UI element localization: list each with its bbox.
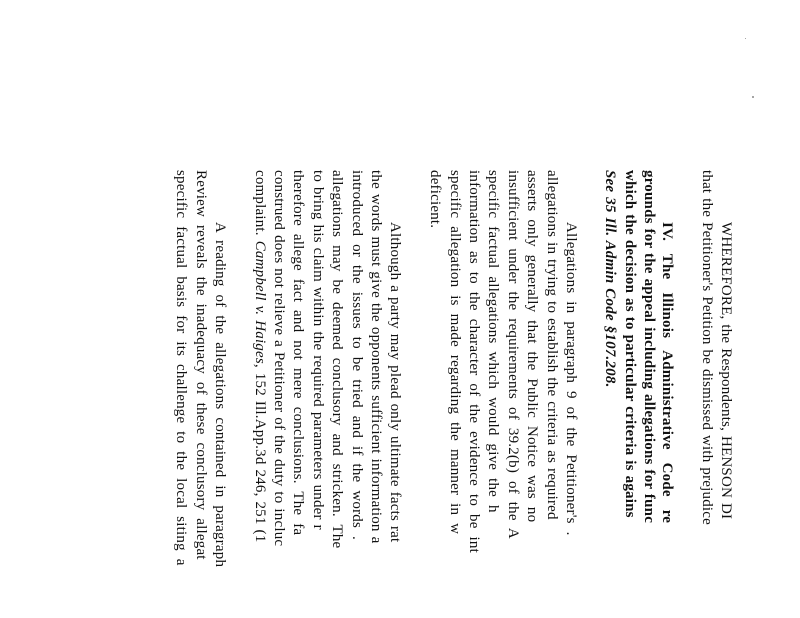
document-line-11: specific factual allegations which would give the h <box>485 170 501 513</box>
document-line-6: See 35 Ill. Admin Code §107.208. <box>602 170 618 388</box>
case-citation: Campbell v. Haiges, <box>252 240 268 368</box>
document-line-20: therefore allege fact and not mere conclusions. The fa <box>290 170 306 536</box>
document-line-24: Review reveals the inadequacy of these conclusory allegat <box>193 170 209 560</box>
document-line-16: the words must give the opponents sufficient information a <box>368 170 384 544</box>
document-line-2: that the Petitioner's Petition be dismissed with prejudice <box>699 170 715 526</box>
document-line-13: specific allegation is made regarding the manner in w <box>447 170 463 535</box>
document-line-8: allegations in trying to establish the criteria as required <box>544 170 560 520</box>
document-line-12: information as to the character of the evidence to be int <box>466 170 482 553</box>
document-line-10: insufficient under the requirements of 39.2(b) of the A <box>505 170 521 539</box>
document-line-17: introduced or the issues to be tried and if the words . <box>349 170 365 540</box>
document-line-3: IV. The Illinois Administrative Code re <box>659 222 675 524</box>
document-line-9: asserts only generally that the Public Notice was no <box>524 170 540 523</box>
document-line-18: allegations may be deemed conclusory and stricken. The <box>329 170 345 549</box>
document-line-19: to bring his claim within the required parameters under r <box>310 170 326 530</box>
scan-speck <box>752 96 754 98</box>
document-line-1: WHEREFORE, the Respondents, HENSON DI <box>718 222 734 520</box>
document-line-4: grounds for the appeal including allegations for func <box>641 170 657 524</box>
document-line-22: complaint. Campbell v. Haiges, 152 Ill.App.3d 246, 251 (1 <box>252 170 268 543</box>
document-line-5: which the decision as to particular criteria is agains <box>622 170 638 518</box>
document-line-21: construed does not relieve a Petitioner of the duty to incluc <box>271 170 287 547</box>
document-line-15: Although a party may plead only ultimate facts rat <box>387 222 403 543</box>
document-line-25: specific factual basis for its challenge to the local siting a <box>173 170 189 566</box>
document-line-23: A reading of the allegations contained in paragraph <box>212 222 228 568</box>
document-line-14: deficient. <box>427 170 443 229</box>
document-line-7: Allegations in paragraph 9 of the Petitioner's . <box>563 222 579 536</box>
scan-speck <box>745 38 746 39</box>
